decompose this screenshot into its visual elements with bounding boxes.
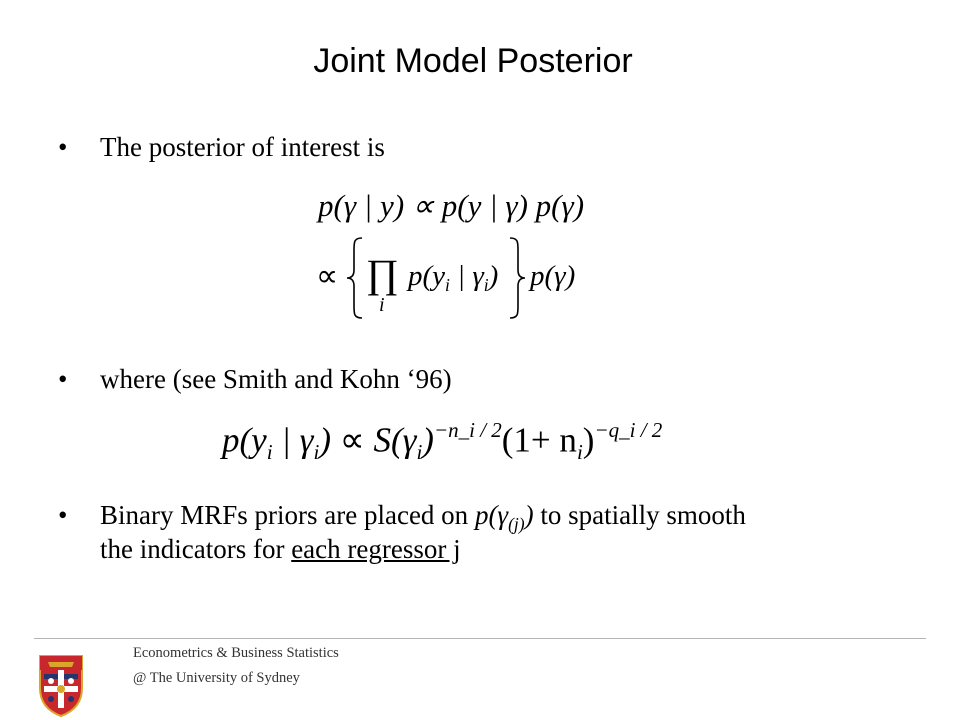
- product-term: $p(y_i$ | $\gamma_i$): [408, 260, 499, 296]
- left-brace-icon: [344, 236, 366, 320]
- product-symbol: ∏: [366, 251, 399, 296]
- bullet-marker: •: [58, 364, 68, 394]
- bullet-text: The posterior of interest is: [100, 132, 385, 162]
- prior-term: p(γ): [530, 260, 576, 292]
- equation-product: [316, 236, 606, 320]
- underlined-text: each regressor j: [291, 534, 461, 564]
- bullet-marker: •: [58, 500, 68, 530]
- footer-department: Econometrics & Business Statistics: [133, 645, 339, 661]
- equation-posterior: p(γ | y) ∝ p(y | γ) p(γ): [318, 188, 585, 223]
- bullet-text: where (see Smith and Kohn ‘96): [100, 364, 452, 394]
- slide-title: Joint Model Posterior: [313, 42, 633, 80]
- equation-marginal-likelihood: $p(y_i$ | $\gamma_i) \propto S(\gamma_i)^{-n\_i / 2}(1+ n_i)^{-q\_i / 2}$: [222, 418, 663, 465]
- proportional-symbol: ∝: [316, 258, 339, 293]
- footer-university: @ The University of Sydney: [133, 670, 300, 686]
- product-index: i: [379, 294, 385, 316]
- bullet-text: the indicators for: [100, 534, 292, 564]
- footer-divider: [34, 638, 926, 639]
- university-crest-icon: [36, 652, 86, 718]
- bullet-marker: •: [58, 132, 68, 162]
- bullet-text: Binary MRFs priors are placed on $p(\gamma_{(j)})$ to spatially smooth: [100, 500, 746, 535]
- right-brace-icon: [506, 236, 528, 320]
